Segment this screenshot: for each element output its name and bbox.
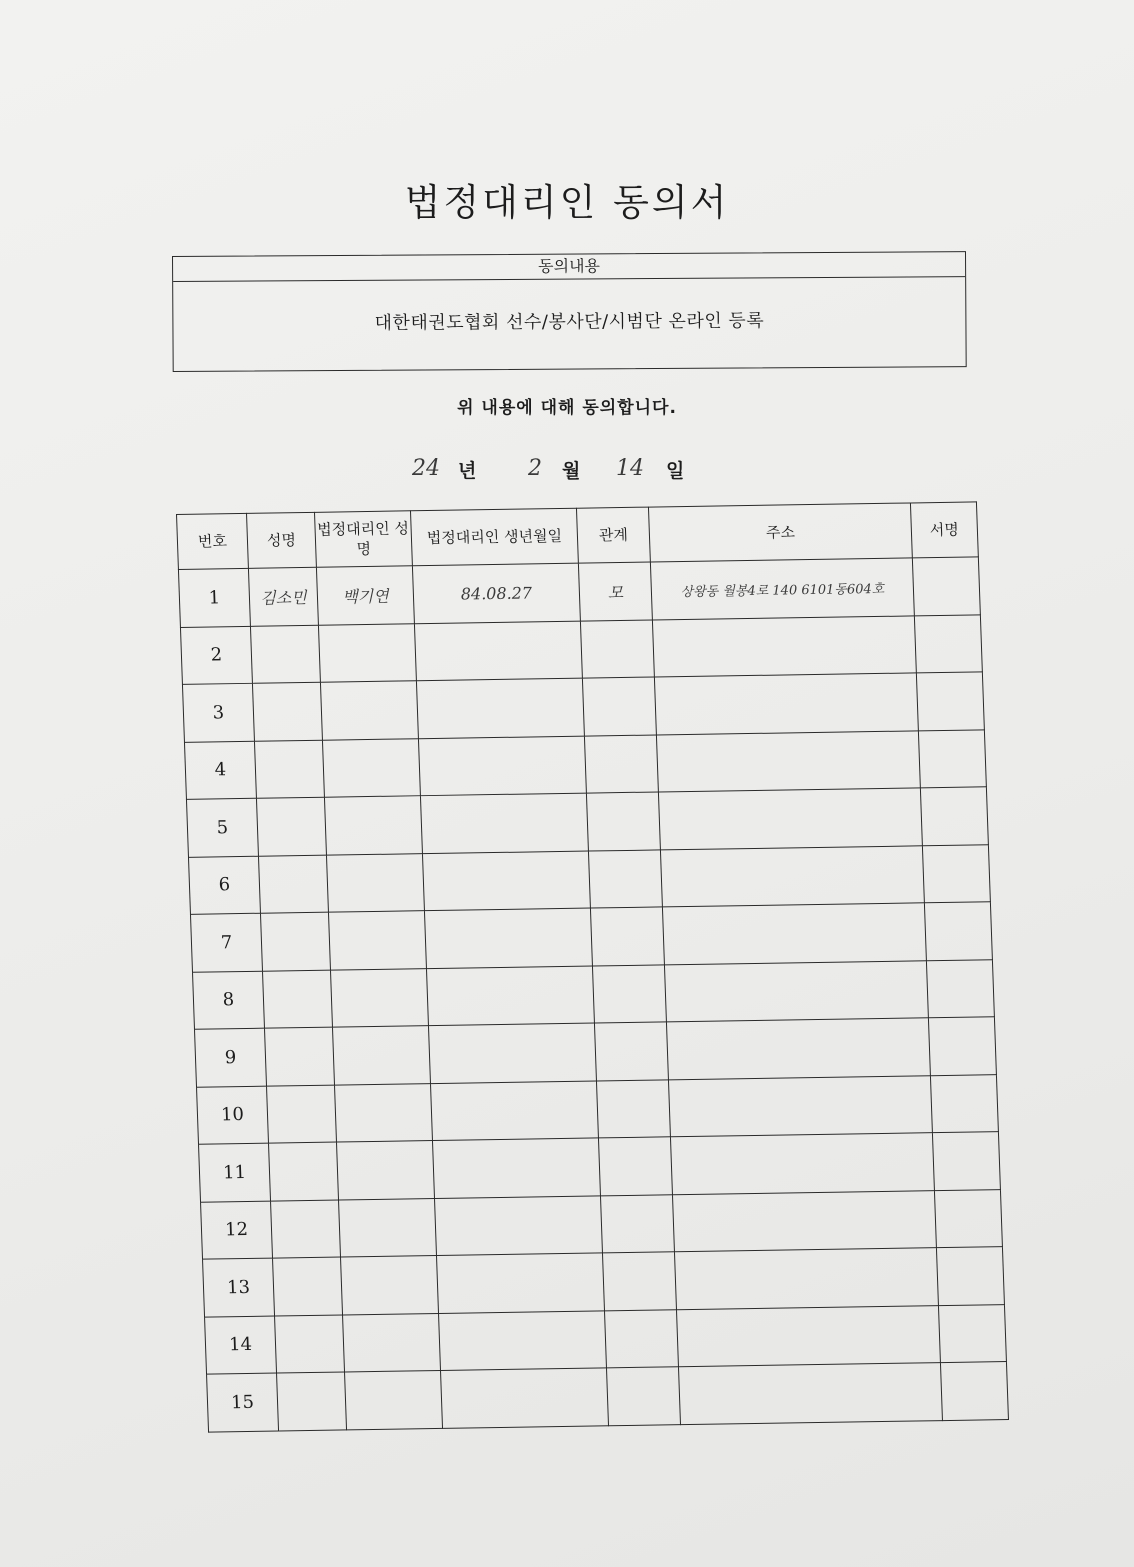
row-number: 14	[205, 1316, 277, 1375]
cell-address	[664, 960, 928, 1022]
row-number: 4	[184, 741, 256, 800]
cell-name	[264, 1027, 334, 1086]
agreement-statement: 위 내용에 대해 동의합니다.	[457, 398, 677, 418]
cell-guardian-name	[320, 681, 418, 740]
cell-guardian-birthdate	[430, 1080, 598, 1140]
header-signature: 서명	[910, 502, 978, 558]
cell-address	[654, 673, 918, 735]
cell-guardian-birthdate	[426, 966, 594, 1026]
cell-signature	[916, 672, 984, 731]
date-day-value: 14	[616, 456, 644, 481]
header-guardian-birthdate: 법정대리인 생년월일	[410, 508, 578, 566]
cell-guardian-birthdate	[424, 908, 592, 968]
cell-guardian-name	[343, 1313, 441, 1372]
cell-signature	[912, 557, 980, 616]
cell-address	[672, 1190, 936, 1252]
row-number: 9	[194, 1028, 266, 1087]
row-number: 13	[203, 1258, 275, 1317]
header-guardian-name: 법정대리인 성명	[315, 511, 413, 567]
cell-name	[260, 912, 330, 971]
row-number: 1	[178, 568, 250, 627]
cell-signature	[920, 787, 988, 846]
cell-relation	[588, 849, 662, 908]
cell-address	[668, 1075, 932, 1137]
cell-signature	[928, 1017, 996, 1076]
cell-guardian-birthdate	[436, 1253, 604, 1313]
cell-guardian-birthdate	[428, 1023, 596, 1083]
cell-address	[660, 845, 924, 907]
cell-guardian-birthdate	[420, 793, 588, 853]
row-number: 5	[186, 798, 258, 857]
cell-name	[250, 625, 320, 684]
cell-address	[674, 1248, 938, 1310]
cell-guardian-birthdate	[439, 1310, 607, 1370]
cell-guardian-name	[328, 911, 426, 970]
consent-body: 대한태권도협회 선수/봉사단/시범단 온라인 등록	[374, 310, 765, 334]
cell-guardian-birthdate	[434, 1195, 602, 1255]
cell-name	[252, 682, 322, 741]
registration-table-wrap	[176, 501, 1009, 1432]
cell-signature	[938, 1304, 1006, 1363]
header-number: 번호	[177, 513, 249, 569]
cell-relation: 모	[578, 562, 652, 621]
cell-address	[670, 1133, 934, 1195]
cell-signature	[922, 844, 990, 903]
cell-name	[271, 1200, 341, 1259]
cell-relation	[580, 620, 654, 679]
cell-address	[678, 1363, 942, 1425]
date-year-label: 년	[458, 460, 477, 482]
header-name: 성명	[247, 512, 317, 568]
cell-guardian-birthdate	[422, 851, 590, 911]
row-number: 6	[188, 856, 260, 915]
cell-guardian-name	[326, 853, 424, 912]
cell-signature	[918, 729, 986, 788]
registration-table	[176, 501, 1009, 1432]
cell-signature	[936, 1247, 1004, 1306]
cell-name	[277, 1372, 347, 1431]
row-number: 15	[207, 1373, 279, 1432]
cell-guardian-name	[322, 738, 420, 797]
cell-relation	[596, 1079, 670, 1138]
header-relation: 관계	[576, 507, 650, 563]
cell-name	[275, 1314, 345, 1373]
cell-guardian-name	[318, 623, 416, 682]
date-month-value: 2	[528, 456, 542, 481]
date-year-value: 24	[412, 456, 440, 481]
cell-guardian-birthdate	[416, 678, 584, 738]
table-body	[178, 557, 1008, 1432]
cell-guardian-name	[336, 1141, 434, 1200]
cell-guardian-birthdate	[441, 1368, 609, 1428]
cell-name	[256, 797, 326, 856]
row-number: 12	[201, 1201, 273, 1260]
document-title: 법정대리인 동의서	[404, 181, 730, 224]
cell-relation	[584, 734, 658, 793]
cell-signature	[940, 1362, 1008, 1421]
row-number: 10	[197, 1086, 269, 1145]
cell-guardian-birthdate	[418, 736, 586, 796]
cell-signature	[914, 614, 982, 673]
cell-relation	[604, 1309, 678, 1368]
header-address: 주소	[648, 503, 912, 562]
cell-relation	[582, 677, 656, 736]
row-number: 8	[192, 971, 264, 1030]
cell-relation	[592, 964, 666, 1023]
cell-name	[273, 1257, 343, 1316]
cell-name	[262, 970, 332, 1029]
cell-guardian-birthdate	[432, 1138, 600, 1198]
cell-relation	[594, 1022, 668, 1081]
cell-signature	[932, 1132, 1000, 1191]
cell-relation	[586, 792, 660, 851]
cell-address	[666, 1018, 930, 1080]
cell-relation	[598, 1137, 672, 1196]
cell-name: 김소민	[248, 567, 318, 626]
cell-signature	[926, 959, 994, 1018]
cell-guardian-name: 백기연	[316, 566, 414, 625]
consent-box	[172, 251, 967, 372]
cell-name	[254, 740, 324, 799]
cell-name	[268, 1142, 338, 1201]
cell-address: 상왕동 월봉4로 140 6101동604호	[650, 558, 914, 620]
cell-guardian-name	[332, 1026, 430, 1085]
cell-address	[676, 1305, 940, 1367]
consent-header-label: 동의내용	[538, 256, 601, 276]
cell-address	[652, 615, 916, 677]
cell-guardian-name	[330, 968, 428, 1027]
date-month-label: 월	[562, 460, 581, 482]
cell-address	[662, 903, 926, 965]
cell-name	[266, 1085, 336, 1144]
cell-relation	[600, 1194, 674, 1253]
cell-guardian-name	[338, 1198, 436, 1257]
cell-relation	[602, 1252, 676, 1311]
cell-relation	[590, 907, 664, 966]
cell-signature	[930, 1074, 998, 1133]
cell-address	[656, 730, 920, 792]
row-number: 7	[190, 913, 262, 972]
date-line	[410, 450, 730, 490]
cell-guardian-name	[345, 1370, 443, 1429]
row-number: 2	[180, 626, 252, 685]
cell-guardian-birthdate	[414, 621, 582, 681]
row-number: 11	[199, 1143, 271, 1202]
cell-guardian-name	[334, 1083, 432, 1142]
cell-guardian-birthdate: 84.08.27	[412, 563, 580, 623]
row-number: 3	[182, 683, 254, 742]
cell-signature	[924, 902, 992, 961]
cell-guardian-name	[341, 1255, 439, 1314]
cell-relation	[606, 1367, 680, 1426]
cell-address	[658, 788, 922, 850]
cell-guardian-name	[324, 796, 422, 855]
cell-name	[258, 855, 328, 914]
cell-signature	[934, 1189, 1002, 1248]
table-row	[207, 1362, 1009, 1432]
date-day-label: 일	[666, 460, 685, 482]
